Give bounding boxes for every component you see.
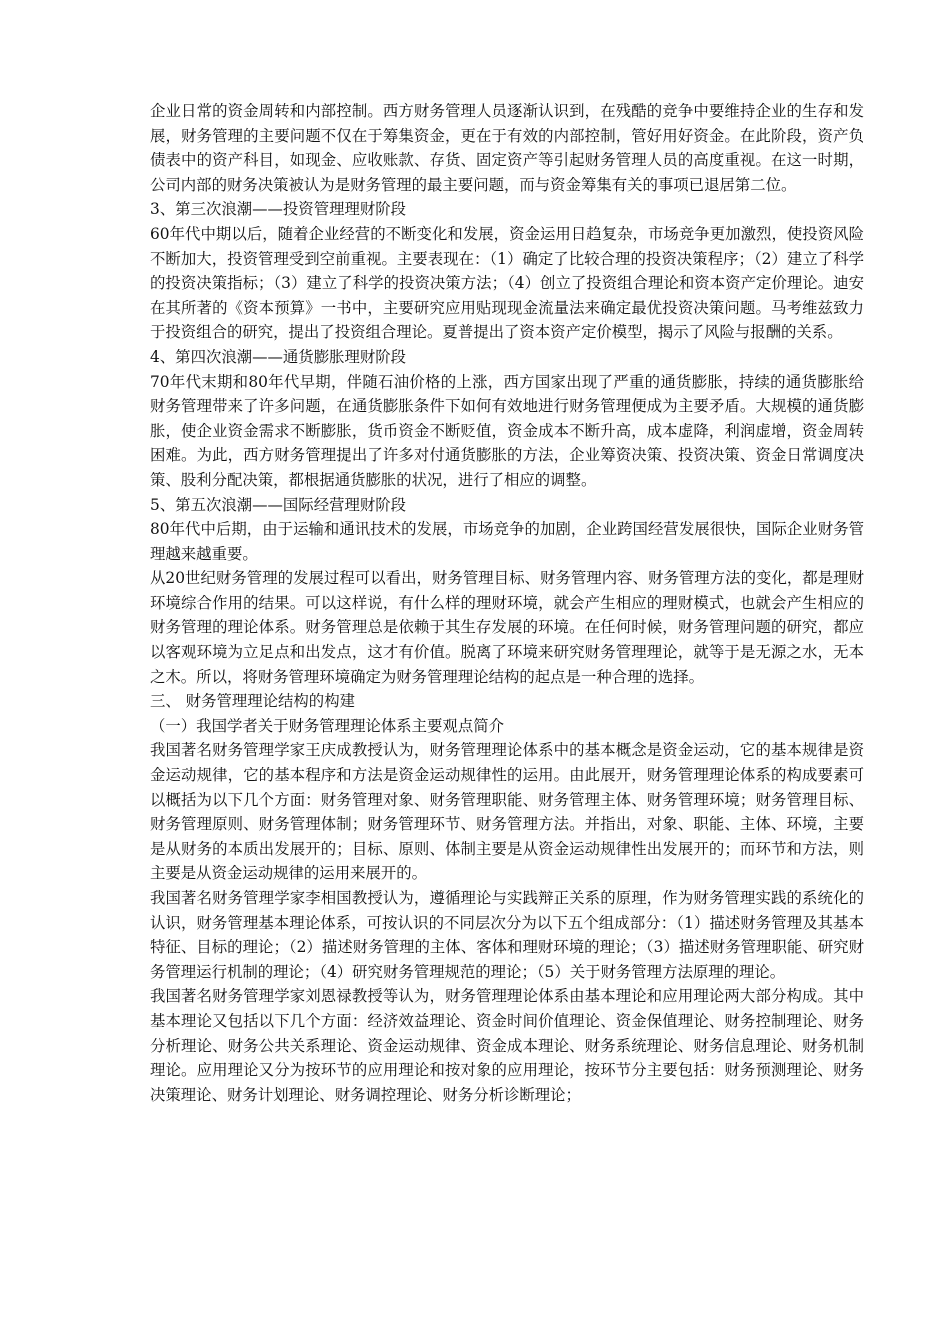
body-paragraph: 企业日常的资金周转和内部控制。西方财务管理人员逐渐认识到，在残酷的竞争中要维持企业的生存和发展，财务管理的主要问题不仅在于筹集资金，更在于有效的内部控制，管好用好资金。在此阶段，资产负债表中的资产科目，如现金、应收账款、存货、固定资产等引起财务管理人员的高度重视。在这一时期，公司内部的财务决策被认为是财务管理的最主要问题，而与资金筹集有关的事项已退居第二位。 <box>150 102 864 194</box>
section-heading: 4、第四次浪潮——通货膨胀理财阶段 <box>150 347 407 366</box>
chapter-heading: 三、 财务管理理论结构的构建 <box>150 692 355 711</box>
body-paragraph: 我国著名财务管理学家刘恩禄教授等认为，财务管理理论体系由基本理论和应用理论两大部分构成。其中基本理论又包括以下几个方面：经济效益理论、资金时间价值理论、资金保值理论、财务控制理论、财务分析理论、财务公共关系理论、资金运动规律、资金成本理论、财务系统理论、财务信息理论、财务机制理论。应用理论又分为按环节的应用理论和按对象的应用理论，按环节分主要包括：财务预测理论、财务决策理论、财务计划理论、财务调控理论、财务分析诊断理论； <box>150 987 864 1104</box>
section-heading: 3、第三次浪潮——投资管理理财阶段 <box>150 200 407 219</box>
body-paragraph: 80年代中后期，由于运输和通讯技术的发展，市场竞争的加剧，企业跨国经营发展很快，国际企业财务管理越来越重要。 <box>150 520 864 563</box>
body-paragraph: 我国著名财务管理学家王庆成教授认为，财务管理理论体系中的基本概念是资金运动，它的基本规律是资金运动规律，它的基本程序和方法是资金运动规律性的运用。由此展开，财务管理理论体系的构成要素可以概括为以下几个方面：财务管理对象、财务管理职能、财务管理主体、财务管理环境；财务管理目标、财务管理原则、财务管理体制；财务管理环节、财务管理方法。并指出，对象、职能、主体、环境，主要是从财务的本质出发展开的；目标、原则、体制主要是从资金运动规律性出发展开的；而环节和方法，则主要是从资金运动规律的运用来展开的。 <box>150 741 864 883</box>
body-paragraph: 70年代末期和80年代早期，伴随石油价格的上涨，西方国家出现了严重的通货膨胀，持续的通货膨胀给财务管理带来了许多问题，在通货膨胀条件下如何有效地进行财务管理便成为主要矛盾。大规模的通货膨胀，使企业资金需求不断膨胀，货币资金不断贬值，资金成本不断升高，成本虚降，利润虚增，资金周转困难。为此，西方财务管理提出了许多对付通货膨胀的方法，企业筹资决策、投资决策、资金日常调度决策、股利分配决策，都根据通货膨胀的状况，进行了相应的调整。 <box>150 372 864 489</box>
body-paragraph: 我国著名财务管理学家李相国教授认为，遵循理论与实践辩正关系的原理，作为财务管理实践的系统化的认识，财务管理基本理论体系，可按认识的不同层次分为以下五个组成部分：（1）描述财务管理及其基本特征、目标的理论；（2）描述财务管理的主体、客体和理财环境的理论；（3）描述财务管理职能、研究财务管理运行机制的理论；（4）研究财务管理规范的理论；（5）关于财务管理方法原理的理论。 <box>150 889 864 981</box>
body-paragraph: 从20世纪财务管理的发展过程可以看出，财务管理目标、财务管理内容、财务管理方法的变化，都是理财环境综合作用的结果。可以这样说，有什么样的理财环境，就会产生相应的理财模式，也就会产生相应的财务管理的理论体系。财务管理总是依赖于其生存发展的环境。在任何时候，财务管理问题的研究，都应以客观环境为立足点和出发点，这才有价值。脱离了环境来研究财务管理理论，就等于是无源之水，无本之木。所以，将财务管理环境确定为财务管理理论结构的起点是一种合理的选择。 <box>150 569 864 686</box>
subsection-heading: （一）我国学者关于财务管理理论体系主要观点简介 <box>150 716 504 735</box>
document-page <box>150 99 864 1107</box>
section-heading: 5、第五次浪潮——国际经营理财阶段 <box>150 495 407 514</box>
body-paragraph: 60年代中期以后，随着企业经营的不断变化和发展，资金运用日趋复杂，市场竞争更加激烈，使投资风险不断加大，投资管理受到空前重视。主要表现在：（1）确定了比较合理的投资决策程序；（2）建立了科学的投资决策指标；（3）建立了科学的投资决策方法；（4）创立了投资组合理论和资本资产定价理论。迪安在其所著的《资本预算》一书中，主要研究应用贴现现金流量法来确定最优投资决策问题。马考维兹致力于投资组合的研究，提出了投资组合理论。夏普提出了资本资产定价模型，揭示了风险与报酬的关系。 <box>150 224 864 342</box>
